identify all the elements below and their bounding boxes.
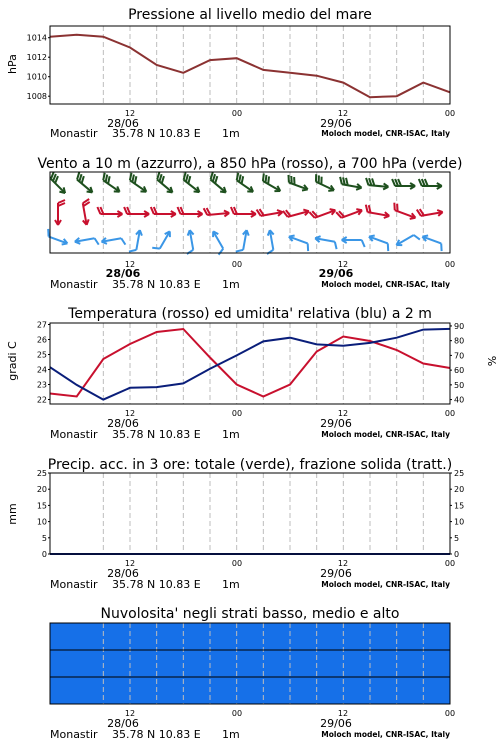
wind-barb-10m: [101, 235, 125, 249]
cloud-chart-title: Nuvolosita' negli strati basso, medio e alto: [100, 606, 400, 622]
wind-barb-850hPa: [204, 206, 230, 218]
location-coords: 35.78 N 10.83 E: [112, 127, 201, 140]
y-tick-label: 1010: [26, 72, 47, 82]
temp-y-axis-label: gradi C: [6, 341, 19, 381]
cloud-cell: [77, 623, 104, 650]
wind-barb-700hPa-shaft: [130, 180, 146, 191]
pressure-x-tick-label: 12: [337, 109, 349, 118]
precip-date-label: 28/06: [107, 567, 139, 580]
cloud-x-tick-label: 12: [124, 709, 136, 718]
wind-barb-10m-flag: [334, 242, 338, 249]
wind-barb-10m: [183, 230, 197, 254]
humidity-y-axis-label: %: [485, 355, 498, 367]
cloud-cell: [343, 650, 370, 677]
wind-barb-850hPa: [257, 205, 283, 219]
wind-barb-10m: [129, 229, 143, 253]
cloud-cell: [397, 677, 424, 704]
wind-barb-850hPa: [151, 207, 176, 217]
wind-barb-850hPa: [364, 205, 390, 219]
y-tick-label: 1012: [26, 53, 47, 63]
precip-panel: [6, 457, 464, 591]
wind-barb-700hPa-shaft: [211, 180, 226, 193]
y-tick-label: 23: [36, 380, 47, 390]
location-elevation: 1m: [222, 578, 240, 591]
wind-barb-10m: [152, 228, 172, 253]
cloud-cell: [423, 623, 450, 650]
wind-barb-700hPa: [259, 173, 284, 193]
cloud-x-tick-label: 00: [444, 709, 456, 718]
y-tick-label: 70: [454, 351, 465, 361]
model-credit: Moloch model, CNR-ISAC, Italy: [321, 730, 450, 739]
model-credit: Moloch model, CNR-ISAC, Italy: [321, 129, 450, 138]
wind-barb-700hPa: [73, 172, 97, 194]
wind-barb-10m-flag: [414, 234, 420, 242]
wind-barb-10m-flag: [439, 243, 444, 251]
wind-barb-700hPa: [365, 178, 389, 190]
cloud-date-label: 28/06: [107, 717, 139, 730]
cloud-cell: [77, 677, 104, 704]
precip-x-tick-label: 12: [337, 559, 349, 568]
cloud-cell: [237, 650, 264, 677]
cloud-cell: [370, 623, 397, 650]
wind-barb-850hPa: [55, 200, 65, 225]
precip-x-tick-label: 00: [231, 559, 243, 568]
cloud-cell: [210, 650, 237, 677]
wind-barb-850hPa: [336, 204, 363, 222]
precip-x-tick-label: 12: [124, 559, 136, 568]
wind-date-label: 28/06: [105, 267, 141, 280]
cloud-cell: [103, 677, 130, 704]
location-name: Monastir: [50, 728, 98, 741]
cloud-x-tick-label: 00: [231, 709, 243, 718]
wind-barb-850hPa: [231, 207, 256, 217]
cloud-cell: [50, 677, 77, 704]
temp-x-tick-label: 12: [124, 409, 136, 418]
cloud-cell: [157, 650, 184, 677]
model-credit: Moloch model, CNR-ISAC, Italy: [321, 280, 450, 289]
temp-date-label: 29/06: [320, 417, 352, 430]
cloud-cell: [423, 677, 450, 704]
temp-plot-frame: [50, 323, 450, 404]
y-tick-label: 40: [454, 395, 465, 405]
wind-barb-700hPa: [392, 179, 415, 189]
y-tick-label: 20: [454, 485, 465, 495]
y-tick-label: 5: [41, 533, 47, 543]
y-tick-label: 10: [454, 517, 465, 527]
cloud-cell: [50, 623, 77, 650]
cloud-cell: [263, 650, 290, 677]
wind-panel: [37, 156, 462, 291]
wind-barb-10m-flag: [385, 243, 390, 251]
cloud-cell: [317, 677, 344, 704]
location-name: Monastir: [50, 127, 98, 140]
wind-barb-10m: [263, 230, 277, 254]
cloud-cell: [263, 677, 290, 704]
temp-x-tick-label: 12: [337, 409, 349, 418]
model-credit: Moloch model, CNR-ISAC, Italy: [321, 430, 450, 439]
wind-barb-850hPa: [97, 207, 122, 217]
wind-x-tick-label: 00: [444, 260, 456, 269]
location-coords: 35.78 N 10.83 E: [112, 728, 201, 741]
y-tick-label: 60: [454, 366, 465, 376]
cloud-cell: [397, 650, 424, 677]
y-tick-label: 5: [454, 533, 460, 543]
y-tick-label: 25: [36, 350, 47, 360]
location-coords: 35.78 N 10.83 E: [112, 428, 201, 441]
y-tick-label: 0: [41, 550, 47, 559]
wind-barb-700hPa-shaft: [157, 180, 172, 193]
location-elevation: 1m: [222, 428, 240, 441]
cloud-cell: [130, 623, 157, 650]
wind-barb-10m: [74, 235, 98, 249]
wind-barb-10m-flag: [121, 238, 125, 245]
wind-barb-10m: [395, 231, 420, 251]
y-tick-label: 10: [36, 517, 47, 527]
wind-barb-850hPa: [283, 204, 310, 220]
temp-chart-title: Temperatura (rosso) ed umidita' relativa (blu) a 2 m: [68, 306, 432, 322]
temp-humidity-panel: [6, 306, 498, 441]
wind-barb-700hPa: [312, 174, 337, 193]
cloud-panel: [50, 606, 455, 741]
wind-barb-700hPa: [285, 175, 310, 192]
location-elevation: 1m: [222, 127, 240, 140]
precip-date-label: 29/06: [320, 567, 352, 580]
wind-chart-title: Vento a 10 m (azzurro), a 850 hPa (rosso), a 700 hPa (verde): [37, 156, 463, 172]
cloud-cell: [183, 623, 210, 650]
y-tick-label: 80: [454, 336, 465, 346]
temp-x-tick-label: 00: [231, 409, 243, 418]
wind-barb-10m: [207, 230, 227, 255]
wind-barb-700hPa-shaft: [103, 180, 119, 191]
wind-barb-850hPa: [124, 207, 149, 217]
cloud-cell: [130, 677, 157, 704]
cloud-cell: [130, 650, 157, 677]
wind-barbs: [45, 172, 445, 255]
temp-gridlines: [103, 323, 450, 404]
cloud-cell: [317, 623, 344, 650]
wind-barb-850hPa: [391, 203, 418, 221]
precip-y-ticks: [37, 469, 50, 559]
location-coords: 35.78 N 10.83 E: [112, 578, 201, 591]
wind-barb-10m-flag: [236, 249, 243, 253]
location-name: Monastir: [50, 578, 98, 591]
cloud-cell: [263, 623, 290, 650]
wind-x-tick-label: 12: [124, 260, 136, 269]
pressure-date-label: 29/06: [320, 117, 352, 130]
precip-plot-frame: [50, 473, 450, 554]
location-coords: 35.78 N 10.83 E: [112, 278, 201, 291]
pressure-chart-title: Pressione al livello medio del mare: [128, 7, 372, 23]
wind-barb-850hPa: [309, 204, 336, 222]
y-tick-label: 27: [36, 320, 47, 330]
precip-y-ticks-right: [450, 469, 464, 559]
cloud-date-label: 29/06: [320, 717, 352, 730]
wind-barb-850hPa: [79, 199, 93, 225]
wind-barb-700hPa: [126, 173, 151, 194]
wind-barb-850hPa: [178, 207, 203, 217]
y-tick-label: 25: [454, 469, 465, 478]
pressure-x-tick-label: 12: [124, 109, 136, 118]
wind-x-tick-label: 00: [231, 260, 243, 269]
wind-barb-700hPa-shaft: [237, 180, 253, 191]
cloud-cell: [183, 650, 210, 677]
precip-gridlines: [103, 473, 450, 554]
wind-barb-850hPa: [417, 205, 443, 219]
wind-barb-10m-flag: [305, 243, 310, 251]
wind-barb-700hPa-shaft: [77, 180, 92, 193]
cloud-cell: [157, 623, 184, 650]
pressure-panel: [6, 7, 455, 140]
pressure-x-tick-label: 00: [231, 109, 243, 118]
y-tick-label: 1008: [26, 92, 47, 102]
cloud-cell: [290, 623, 317, 650]
wind-barb-700hPa: [338, 177, 362, 191]
cloud-cells: [50, 623, 451, 704]
wind-barb-10m-flag: [95, 238, 99, 245]
y-tick-label: 15: [36, 501, 47, 511]
cloud-cell: [50, 650, 77, 677]
wind-barb-700hPa: [419, 179, 442, 189]
cloud-cell: [290, 650, 317, 677]
humidity-series-line: [50, 329, 450, 400]
precip-chart-title: Precip. acc. in 3 ore: totale (verde), frazione solida (tratt.): [47, 457, 453, 473]
cloud-x-tick-label: 12: [337, 709, 349, 718]
wind-barb-700hPa-shaft: [184, 180, 200, 192]
cloud-cell: [77, 650, 104, 677]
y-tick-label: 1014: [26, 33, 47, 43]
wind-barb-10m-flag: [217, 249, 225, 255]
y-tick-label: 0: [454, 550, 460, 559]
y-tick-label: 20: [36, 485, 47, 495]
precip-x-tick-label: 00: [444, 559, 456, 568]
cloud-cell: [397, 623, 424, 650]
model-credit: Moloch model, CNR-ISAC, Italy: [321, 580, 450, 589]
cloud-cell: [370, 677, 397, 704]
cloud-cell: [343, 677, 370, 704]
temp-x-tick-label: 00: [444, 409, 456, 418]
y-tick-label: 26: [36, 335, 47, 345]
cloud-cell: [210, 623, 237, 650]
pressure-date-label: 28/06: [107, 117, 139, 130]
cloud-cell: [103, 623, 130, 650]
wind-barb-10m: [236, 229, 250, 253]
cloud-cell: [237, 677, 264, 704]
y-tick-label: 22: [36, 395, 47, 405]
cloud-cell: [210, 677, 237, 704]
pressure-x-tick-label: 00: [444, 109, 456, 118]
cloud-cell: [343, 623, 370, 650]
wind-date-label: 29/06: [318, 267, 354, 280]
cloud-cell: [317, 650, 344, 677]
cloud-cell: [370, 650, 397, 677]
location-name: Monastir: [50, 428, 98, 441]
wind-x-tick-label: 12: [337, 260, 349, 269]
cloud-cell: [290, 677, 317, 704]
cloud-cell: [103, 650, 130, 677]
cloud-cell: [237, 623, 264, 650]
location-elevation: 1m: [222, 728, 240, 741]
y-tick-label: 24: [36, 365, 47, 375]
wind-barb-10m: [342, 237, 365, 247]
pressure-series-line: [50, 35, 450, 97]
wind-barb-10m-flag: [152, 245, 160, 251]
y-tick-label: 50: [454, 380, 465, 390]
wind-barb-10m-flag: [129, 249, 136, 253]
wind-barb-10m-flag: [362, 240, 365, 247]
humidity-y-ticks: [450, 322, 464, 405]
pressure-y-axis-label: hPa: [6, 54, 19, 74]
y-tick-label: 15: [454, 501, 465, 511]
cloud-cell: [157, 677, 184, 704]
cloud-cell: [183, 677, 210, 704]
pressure-y-ticks: [27, 34, 50, 102]
wind-barb-700hPa: [99, 173, 124, 194]
temp-y-ticks: [37, 321, 50, 405]
y-tick-label: 25: [36, 469, 47, 478]
location-elevation: 1m: [222, 278, 240, 291]
y-tick-label: 90: [454, 321, 465, 331]
wind-barb-10m: [45, 229, 70, 246]
wind-barb-10m: [314, 235, 338, 249]
temp-date-label: 28/06: [107, 417, 139, 430]
location-name: Monastir: [50, 278, 98, 291]
precip-y-axis-label: mm: [6, 503, 19, 525]
cloud-cell: [423, 650, 450, 677]
